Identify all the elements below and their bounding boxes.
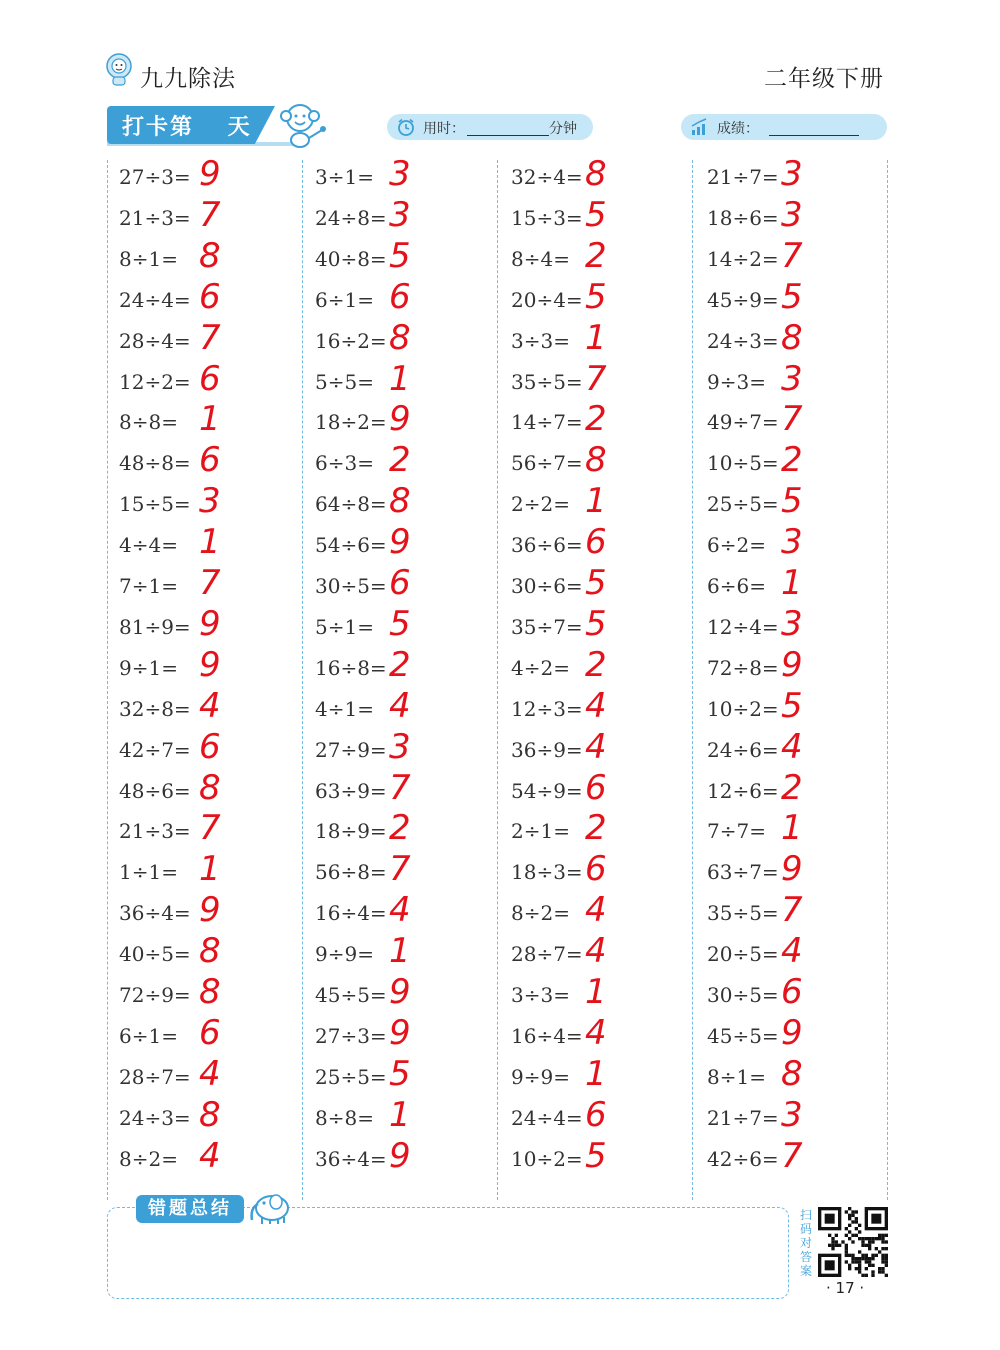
worksheet bbox=[107, 154, 888, 1200]
problem-expression: 49÷7= bbox=[707, 410, 779, 435]
checkin-label: 打卡第 天 bbox=[122, 115, 252, 140]
clock-icon bbox=[397, 118, 415, 136]
problem-expression: 42÷6= bbox=[707, 1146, 779, 1171]
problem-expression: 28÷7= bbox=[511, 942, 583, 967]
handwritten-answer[interactable]: 5 bbox=[781, 685, 803, 726]
handwritten-answer[interactable]: 4 bbox=[781, 726, 803, 767]
problem-expression: 54÷9= bbox=[511, 778, 583, 803]
qr-label: 扫码对答案 bbox=[799, 1208, 812, 1278]
problem-expression: 36÷9= bbox=[511, 737, 583, 762]
problem-expression: 81÷9= bbox=[119, 614, 191, 639]
handwritten-answer[interactable]: 6 bbox=[585, 522, 607, 563]
problem-expression: 12÷2= bbox=[119, 369, 191, 394]
problem-expression: 21÷3= bbox=[119, 205, 191, 230]
problem-expression: 1÷1= bbox=[119, 860, 178, 885]
problem-expression: 16÷8= bbox=[315, 655, 387, 680]
handwritten-answer[interactable]: 9 bbox=[199, 154, 221, 194]
handwritten-answer[interactable]: 9 bbox=[389, 1135, 411, 1176]
handwritten-answer[interactable]: 2 bbox=[585, 399, 607, 440]
problem-expression: 9÷9= bbox=[511, 1064, 570, 1089]
handwritten-answer[interactable]: 4 bbox=[585, 1012, 607, 1053]
problem-expression: 24÷6= bbox=[707, 737, 779, 762]
handwritten-answer[interactable]: 7 bbox=[199, 194, 221, 235]
score-blank[interactable] bbox=[769, 135, 859, 136]
handwritten-answer[interactable]: 6 bbox=[389, 563, 411, 603]
problem-expression: 27÷3= bbox=[315, 1023, 387, 1048]
handwritten-answer[interactable]: 6 bbox=[199, 726, 221, 767]
handwritten-answer[interactable]: 9 bbox=[389, 522, 411, 563]
problem-expression: 6÷6= bbox=[707, 574, 766, 598]
monkey-icon bbox=[276, 100, 328, 148]
problem-expression: 32÷4= bbox=[511, 165, 583, 189]
problem-expression: 18÷3= bbox=[511, 860, 583, 885]
problem-expression: 28÷7= bbox=[119, 1064, 191, 1089]
problem-expression: 56÷7= bbox=[511, 451, 583, 476]
problem-expression: 36÷6= bbox=[511, 533, 583, 558]
handwritten-answer[interactable]: 3 bbox=[389, 726, 411, 767]
handwritten-answer[interactable]: 1 bbox=[389, 931, 411, 972]
grade-label: 二年级下册 bbox=[764, 66, 884, 92]
problem-row bbox=[499, 1135, 695, 1185]
problem-expression: 6÷2= bbox=[707, 533, 766, 558]
handwritten-answer[interactable]: 9 bbox=[389, 1012, 411, 1053]
handwritten-answer[interactable]: 9 bbox=[199, 644, 221, 685]
problem-expression: 4÷4= bbox=[119, 533, 178, 558]
handwritten-answer[interactable]: 9 bbox=[199, 890, 221, 931]
problem-expression: 2÷2= bbox=[511, 492, 570, 517]
handwritten-answer[interactable]: 1 bbox=[199, 522, 221, 563]
problem-expression: 36÷4= bbox=[315, 1146, 387, 1171]
problem-expression: 10÷5= bbox=[707, 451, 779, 476]
handwritten-answer[interactable]: 1 bbox=[781, 563, 803, 603]
handwritten-answer[interactable]: 2 bbox=[781, 440, 803, 481]
handwritten-answer[interactable]: 7 bbox=[389, 849, 411, 890]
problem-expression: 27÷9= bbox=[315, 737, 387, 762]
handwritten-answer[interactable]: 6 bbox=[199, 1012, 221, 1053]
problem-expression: 30÷6= bbox=[511, 574, 583, 598]
handwritten-answer[interactable]: 7 bbox=[781, 1135, 803, 1176]
handwritten-answer[interactable]: 7 bbox=[585, 358, 607, 399]
elephant-icon bbox=[248, 1188, 294, 1226]
problem-expression: 63÷7= bbox=[707, 860, 779, 885]
problem-expression: 25÷5= bbox=[707, 492, 779, 517]
problem-expression: 5÷1= bbox=[315, 614, 374, 639]
problem-expression: 54÷6= bbox=[315, 533, 387, 558]
mistake-summary-label: 错题总结 bbox=[136, 1195, 244, 1223]
handwritten-answer[interactable]: 8 bbox=[585, 154, 607, 194]
handwritten-answer[interactable]: 5 bbox=[585, 563, 607, 603]
handwritten-answer[interactable]: 8 bbox=[199, 1094, 221, 1135]
problem-expression: 24÷3= bbox=[119, 1105, 191, 1130]
score-label: 成绩： bbox=[717, 121, 759, 137]
handwritten-answer[interactable]: 5 bbox=[389, 603, 411, 644]
handwritten-answer[interactable]: 3 bbox=[389, 194, 411, 235]
handwritten-answer[interactable]: 7 bbox=[199, 808, 221, 849]
handwritten-answer[interactable]: 3 bbox=[781, 154, 803, 194]
problem-expression: 35÷5= bbox=[511, 369, 583, 394]
handwritten-answer[interactable]: 1 bbox=[199, 399, 221, 440]
lion-icon bbox=[104, 52, 134, 86]
problem-expression: 2÷1= bbox=[511, 819, 570, 844]
handwritten-answer[interactable]: 3 bbox=[781, 1094, 803, 1135]
problem-expression: 56÷8= bbox=[315, 860, 387, 885]
problem-expression: 45÷5= bbox=[707, 1023, 779, 1048]
page-number: · 17 · bbox=[826, 1279, 865, 1297]
problem-expression: 8÷4= bbox=[511, 246, 570, 271]
problem-expression: 24÷8= bbox=[315, 205, 387, 230]
problem-expression: 35÷7= bbox=[511, 614, 583, 639]
handwritten-answer[interactable]: 8 bbox=[781, 1053, 803, 1094]
problem-expression: 8÷2= bbox=[511, 901, 570, 926]
handwritten-answer[interactable]: 6 bbox=[585, 767, 607, 808]
handwritten-answer[interactable]: 4 bbox=[389, 685, 411, 726]
handwritten-answer[interactable]: 7 bbox=[199, 563, 221, 603]
handwritten-answer[interactable]: 2 bbox=[585, 644, 607, 685]
handwritten-answer[interactable]: 1 bbox=[585, 481, 607, 522]
handwritten-answer[interactable]: 6 bbox=[585, 849, 607, 890]
problem-expression: 7÷1= bbox=[119, 574, 178, 598]
problem-row bbox=[695, 1135, 891, 1185]
problem-expression: 72÷8= bbox=[707, 655, 779, 680]
handwritten-answer[interactable]: 2 bbox=[389, 644, 411, 685]
problem-expression: 28÷4= bbox=[119, 328, 191, 353]
problem-expression: 3÷3= bbox=[511, 328, 570, 353]
problem-expression: 16÷4= bbox=[315, 901, 387, 926]
problem-expression: 40÷8= bbox=[315, 246, 387, 271]
problem-row bbox=[303, 1135, 499, 1185]
problem-expression: 16÷4= bbox=[511, 1023, 583, 1048]
handwritten-answer[interactable]: 7 bbox=[781, 890, 803, 931]
handwritten-answer[interactable]: 1 bbox=[199, 849, 221, 890]
problem-expression: 16÷2= bbox=[315, 328, 387, 353]
time-blank[interactable] bbox=[467, 135, 549, 136]
problem-expression: 14÷2= bbox=[707, 246, 779, 271]
problem-expression: 9÷9= bbox=[315, 942, 374, 967]
problem-expression: 12÷4= bbox=[707, 614, 779, 639]
handwritten-answer[interactable]: 7 bbox=[389, 767, 411, 808]
handwritten-answer[interactable]: 9 bbox=[389, 972, 411, 1012]
problem-expression: 45÷5= bbox=[315, 983, 387, 1007]
handwritten-answer[interactable]: 6 bbox=[389, 276, 411, 317]
problem-expression: 18÷2= bbox=[315, 410, 387, 435]
handwritten-answer[interactable]: 9 bbox=[781, 849, 803, 890]
problem-expression: 18÷6= bbox=[707, 205, 779, 230]
handwritten-answer[interactable]: 3 bbox=[389, 154, 411, 194]
handwritten-answer[interactable]: 1 bbox=[389, 1094, 411, 1135]
handwritten-answer[interactable]: 8 bbox=[781, 317, 803, 358]
handwritten-answer[interactable]: 4 bbox=[199, 685, 221, 726]
problem-expression: 48÷8= bbox=[119, 451, 191, 476]
problem-expression: 27÷3= bbox=[119, 165, 191, 189]
handwritten-answer[interactable]: 1 bbox=[585, 1053, 607, 1094]
problem-expression: 8÷8= bbox=[315, 1105, 374, 1130]
problem-expression: 48÷6= bbox=[119, 778, 191, 803]
problem-expression: 8÷2= bbox=[119, 1146, 178, 1171]
problem-expression: 8÷1= bbox=[119, 246, 178, 271]
problem-expression: 30÷5= bbox=[315, 574, 387, 598]
handwritten-answer[interactable]: 1 bbox=[781, 808, 803, 849]
handwritten-answer[interactable]: 6 bbox=[199, 358, 221, 399]
problem-expression: 6÷1= bbox=[315, 287, 374, 312]
handwritten-answer[interactable]: 7 bbox=[199, 317, 221, 358]
handwritten-answer[interactable]: 2 bbox=[585, 808, 607, 849]
handwritten-answer[interactable]: 4 bbox=[781, 931, 803, 972]
handwritten-answer[interactable]: 4 bbox=[389, 890, 411, 931]
handwritten-answer[interactable]: 2 bbox=[781, 767, 803, 808]
problem-expression: 10÷2= bbox=[511, 1146, 583, 1171]
problem-expression: 6÷1= bbox=[119, 1023, 178, 1048]
problem-expression: 10÷2= bbox=[707, 696, 779, 721]
handwritten-answer[interactable]: 3 bbox=[781, 358, 803, 399]
handwritten-answer[interactable]: 6 bbox=[585, 1094, 607, 1135]
handwritten-answer[interactable]: 6 bbox=[199, 440, 221, 481]
handwritten-answer[interactable]: 5 bbox=[389, 235, 411, 276]
handwritten-answer[interactable]: 5 bbox=[389, 1053, 411, 1094]
handwritten-answer[interactable]: 2 bbox=[389, 808, 411, 849]
problem-expression: 3÷1= bbox=[315, 165, 374, 189]
problem-expression: 36÷4= bbox=[119, 901, 191, 926]
handwritten-answer[interactable]: 9 bbox=[781, 644, 803, 685]
problem-expression: 14÷7= bbox=[511, 410, 583, 435]
qr-code[interactable] bbox=[818, 1207, 888, 1277]
handwritten-answer[interactable]: 2 bbox=[585, 235, 607, 276]
problem-expression: 20÷4= bbox=[511, 287, 583, 312]
problem-expression: 24÷3= bbox=[707, 328, 779, 353]
time-label: 用时： bbox=[423, 121, 465, 137]
problem-expression: 35÷5= bbox=[707, 901, 779, 926]
handwritten-answer[interactable]: 5 bbox=[585, 194, 607, 235]
time-box bbox=[387, 114, 593, 140]
problem-expression: 32÷8= bbox=[119, 696, 191, 721]
handwritten-answer[interactable]: 4 bbox=[585, 685, 607, 726]
problem-expression: 9÷1= bbox=[119, 655, 178, 680]
handwritten-answer[interactable]: 1 bbox=[389, 358, 411, 399]
problem-expression: 3÷3= bbox=[511, 983, 570, 1007]
handwritten-answer[interactable]: 4 bbox=[585, 890, 607, 931]
handwritten-answer[interactable]: 8 bbox=[585, 440, 607, 481]
handwritten-answer[interactable]: 7 bbox=[781, 399, 803, 440]
handwritten-answer[interactable]: 5 bbox=[585, 276, 607, 317]
handwritten-answer[interactable]: 5 bbox=[781, 481, 803, 522]
problem-expression: 4÷1= bbox=[315, 696, 374, 721]
handwritten-answer[interactable]: 5 bbox=[585, 1135, 607, 1176]
handwritten-answer[interactable]: 3 bbox=[199, 481, 221, 522]
problem-row bbox=[107, 1135, 303, 1185]
handwritten-answer[interactable]: 8 bbox=[389, 317, 411, 358]
handwritten-answer[interactable]: 8 bbox=[199, 931, 221, 972]
problem-expression: 24÷4= bbox=[511, 1105, 583, 1130]
problem-expression: 24÷4= bbox=[119, 287, 191, 312]
problem-expression: 45÷9= bbox=[707, 287, 779, 312]
problem-expression: 15÷3= bbox=[511, 205, 583, 230]
handwritten-answer[interactable]: 2 bbox=[389, 440, 411, 481]
handwritten-answer[interactable]: 4 bbox=[585, 726, 607, 767]
handwritten-answer[interactable]: 5 bbox=[585, 603, 607, 644]
problem-expression: 9÷3= bbox=[707, 369, 766, 394]
handwritten-answer[interactable]: 8 bbox=[199, 235, 221, 276]
problem-expression: 18÷9= bbox=[315, 819, 387, 844]
problem-expression: 21÷7= bbox=[707, 165, 779, 189]
problem-expression: 20÷5= bbox=[707, 942, 779, 967]
chart-icon bbox=[691, 118, 709, 136]
score-box bbox=[681, 114, 887, 140]
handwritten-answer[interactable]: 3 bbox=[781, 522, 803, 563]
handwritten-answer[interactable]: 3 bbox=[781, 194, 803, 235]
problem-expression: 25÷5= bbox=[315, 1064, 387, 1089]
handwritten-answer[interactable]: 1 bbox=[585, 317, 607, 358]
handwritten-answer[interactable]: 9 bbox=[781, 1012, 803, 1053]
problem-expression: 42÷7= bbox=[119, 737, 191, 762]
time-unit: 分钟 bbox=[549, 121, 577, 137]
page-title: 九九除法 bbox=[140, 66, 236, 92]
problem-expression: 30÷5= bbox=[707, 983, 779, 1007]
problem-expression: 12÷3= bbox=[511, 696, 583, 721]
handwritten-answer[interactable]: 4 bbox=[585, 931, 607, 972]
problem-expression: 4÷2= bbox=[511, 655, 570, 680]
handwritten-answer[interactable]: 5 bbox=[781, 276, 803, 317]
handwritten-answer[interactable]: 7 bbox=[781, 235, 803, 276]
problem-expression: 15÷5= bbox=[119, 492, 191, 517]
problem-expression: 5÷5= bbox=[315, 369, 374, 394]
problem-expression: 63÷9= bbox=[315, 778, 387, 803]
problem-expression: 8÷8= bbox=[119, 410, 178, 435]
problem-expression: 6÷3= bbox=[315, 451, 374, 476]
problem-expression: 12÷6= bbox=[707, 778, 779, 803]
handwritten-answer[interactable]: 8 bbox=[199, 767, 221, 808]
handwritten-answer[interactable]: 8 bbox=[389, 481, 411, 522]
handwritten-answer[interactable]: 4 bbox=[199, 1135, 221, 1176]
handwritten-answer[interactable]: 8 bbox=[199, 972, 221, 1012]
problem-expression: 64÷8= bbox=[315, 492, 387, 517]
problem-expression: 72÷9= bbox=[119, 983, 191, 1007]
problem-expression: 7÷7= bbox=[707, 819, 766, 844]
problem-expression: 8÷1= bbox=[707, 1064, 766, 1089]
problem-expression: 21÷3= bbox=[119, 819, 191, 844]
problem-expression: 21÷7= bbox=[707, 1105, 779, 1130]
handwritten-answer[interactable]: 1 bbox=[585, 972, 607, 1012]
handwritten-answer[interactable]: 6 bbox=[781, 972, 803, 1012]
handwritten-answer[interactable]: 9 bbox=[389, 399, 411, 440]
problem-expression: 40÷5= bbox=[119, 942, 191, 967]
handwritten-answer[interactable]: 4 bbox=[199, 1053, 221, 1094]
handwritten-answer[interactable]: 9 bbox=[199, 603, 221, 644]
handwritten-answer[interactable]: 6 bbox=[199, 276, 221, 317]
handwritten-answer[interactable]: 3 bbox=[781, 603, 803, 644]
